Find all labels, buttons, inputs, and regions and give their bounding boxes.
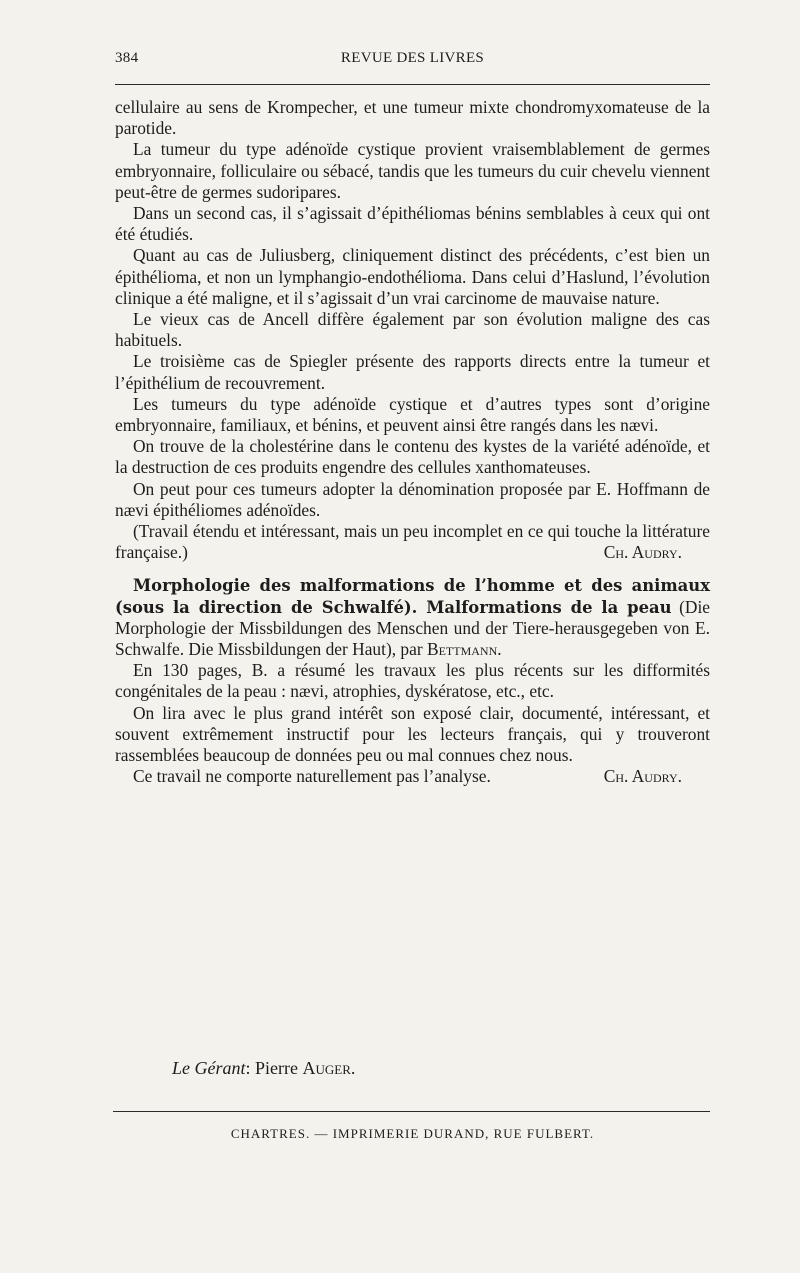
paragraph: On peut pour ces tumeurs adopter la dénomination proposée par E. Hoffmann de nævi épithéliomes adénoïdes. [115,478,710,520]
footer-rule [113,1111,710,1112]
paragraph: Dans un second cas, il s’agissait d’épithéliomas bénins semblables à ceux qui ont été étudiés. [115,203,710,245]
signature-name: Audry. [631,542,682,563]
paragraph-with-signature [115,766,710,787]
signature-name: Audry. [631,766,682,787]
gerant-first-name: Pierre [255,1058,298,1078]
signature-prefix: Ch. [603,542,629,563]
review-title-details: (Die Morphologie der Missbildungen des Menschen und der Tiere-herausgegeben von E. Schwalfe. Die Missbildungen der Haut), par [115,596,710,660]
review-signature [586,542,682,563]
paragraph: Le vieux cas de Ancell diffère également par son évolution maligne des cas habituels. [115,309,710,351]
paragraph-text: (Travail étendu et intéressant, mais un peu incomplet en ce qui touche la littérature française.) [115,521,710,563]
running-title: REVUE DES LIVRES [340,50,485,66]
gerant-colon: : [245,1058,251,1078]
paragraph: La tumeur du type adénoïde cystique provient vraisemblablement de germes embryonnaire, folliculaire ou sébacé, tandis que les tumeurs du cuir chevelu viennent peut-être de germes sudoripares. [115,139,710,202]
signature-prefix: Ch. [603,766,629,787]
paragraph: On lira avec le plus grand intérêt son exposé clair, documenté, intéressant, et souvent extrêmement instructif pour les lecteurs français, qui y trouveront rassemblées beaucoup de données peu ou mal connues chez nous. [115,702,710,766]
paragraph: Les tumeurs du type adénoïde cystique et d’autres types sont d’origine embryonnaire, familiaux, et bénins, et peuvent ainsi être rangés dans les nævi. [115,393,710,436]
gerant-last-name: Auger. [302,1058,356,1078]
printer-imprint: CHARTRES. — IMPRIMERIE DURAND, RUE FULBERT. [230,1126,595,1141]
paragraph-text: Ce travail ne comporte naturellement pas l’analyse. [133,766,491,787]
paragraph-with-signature [115,521,710,563]
review-title-paragraph [115,575,710,660]
paragraph: Quant au cas de Juliusberg, cliniquement distinct des précédents, c’est bien un épithélioma, et non un lymphangio-endothélioma. Dans celui d’Haslund, l’évolution clinique a été maligne, et il s’agissait d’un vrai carcinome de mauvaise nature. [115,245,710,308]
gerant-label: Le Gérant [172,1058,246,1078]
review-title: Morphologie des malformations de l’homme et des animaux (sous la direction de Schwalfé). Malformations de la peau [115,576,710,617]
publisher-manager-line [172,1058,355,1079]
page-number: 384 [115,50,139,66]
review-signature [586,766,682,787]
paragraph: On trouve de la cholestérine dans le contenu des kystes de la variété adénoïde, et la destruction de ces produits engendre des cellules xanthomateuses. [115,436,710,478]
review-author: Bettmann. [427,639,502,660]
paragraph: En 130 pages, B. a résumé les travaux les plus récents sur les difformités congénitales de la peau : nævi, atrophies, dyskératose, etc., etc. [115,660,710,702]
header-rule [115,84,710,85]
page-body [115,97,710,788]
paragraph: cellulaire au sens de Krompecher, et une tumeur mixte chondromyxomateuse de la parotide. [115,97,710,139]
paragraph: Le troisième cas de Spiegler présente des rapports directs entre la tumeur et l’épithélium de recouvrement. [115,351,710,393]
